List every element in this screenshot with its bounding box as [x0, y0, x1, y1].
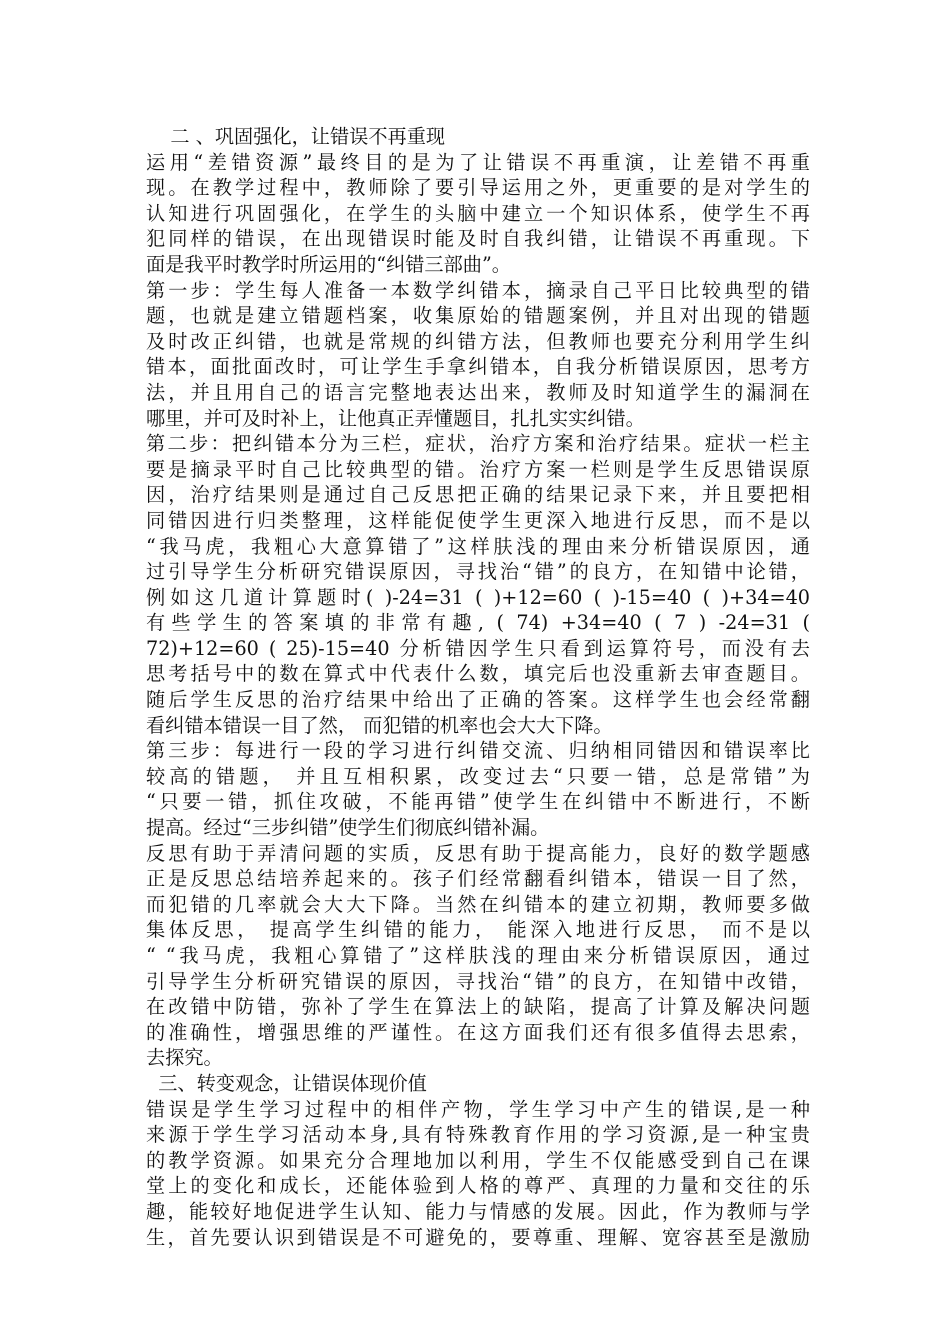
text-line: 面是我平时教学时所运用的“纠错三部曲”。 — [146, 252, 511, 276]
text-line: 同错因进行归类整理，这样能促使学生更深入地进行反思，而不是以 — [146, 508, 810, 532]
text-line: 题，也就是建立错题档案，收集原始的错题案例，并且对出现的错题 — [146, 304, 810, 328]
text-line: 引导学生分析研究错误的原因，寻找治“错”的良方，在知错中改错， — [146, 969, 810, 993]
text-line: 去探究。 — [146, 1046, 223, 1070]
text-line: 法，并且用自己的语言完整地表达出来，教师及时知道学生的漏洞在 — [146, 380, 810, 404]
text-line: 较高的错题， 并且互相积累，改变过去“只要一错，总是常错”为 — [146, 764, 810, 788]
text-line: 过引导学生分析研究错误原因，寻找治“错”的良方，在知错中论错， — [146, 560, 810, 584]
text-line: 第一步：学生每人准备一本数学纠错本，摘录自己平日比较典型的错 — [146, 278, 810, 302]
text-line: 犯同样的错误，在出现错误时能及时自我纠错，让错误不再重现。下 — [146, 227, 810, 251]
text-line: 哪里，并可及时补上，让他真正弄懂题目，扎扎实实纠错。 — [146, 406, 645, 430]
text-line: 及时改正纠错，也就是常规的纠错方法，但教师也要充分利用学生纠 — [146, 329, 810, 353]
text-line: 来源于学生学习活动本身,具有特殊教育作用的学习资源,是一种宝贵 — [146, 1123, 810, 1147]
text-line: 认知进行巩固强化，在学生的头脑中建立一个知识体系，使学生不再 — [146, 201, 810, 225]
text-line: 趣，能较好地促进学生认知、能力与情感的发展。因此，作为教师与学 — [146, 1199, 810, 1223]
text-line: 正是反思总结培养起来的。孩子们经常翻看纠错本，错误一目了然， — [146, 867, 810, 891]
text-line: 提高。经过“三步纠错”使学生们彻底纠错补漏。 — [146, 816, 550, 840]
document-body — [146, 124, 810, 1250]
text-line: 72)+12=60 ( 25)-15=40 分析错因学生只看到运算符号，而没有去 — [146, 636, 810, 660]
text-line: 三、转变观念，让错误体现价值 — [146, 1071, 427, 1095]
text-line: “ “我马虎，我粗心算错了”这样肤浅的理由来分析错误原因，通过 — [146, 944, 810, 967]
text-line: 而犯错的几率就会大大下降。当然在纠错本的建立初期，教师要多做 — [146, 892, 810, 916]
text-line: 堂上的变化和成长，还能体验到人格的尊严、真理的力量和交往的乐 — [146, 1174, 810, 1198]
text-line: 的准确性，增强思维的严谨性。在这方面我们还有很多值得去思索， — [146, 1020, 810, 1044]
text-line: 例如这几道计算题时( )-24=31 ( )+12=60 ( )-15=40 ( )+34=40 — [146, 585, 810, 609]
text-line: 运用“差错资源”最终目的是为了让错误不再重演，让差错不再重 — [146, 150, 810, 174]
text-line: 有些学生的答案填的非常有趣, ( 74) +34=40 ( 7 ) -24=31 ( — [146, 611, 810, 635]
text-line: 生，首先要认识到错误是不可避免的，要尊重、理解、宽容甚至是激励 — [146, 1225, 810, 1249]
text-line: “我马虎，我粗心大意算错了”这样肤浅的理由来分析错误原因，通 — [146, 534, 810, 558]
text-line: 要是摘录平时自己比较典型的错。治疗方案一栏则是学生反思错误原 — [146, 457, 810, 481]
text-line: 看纠错本错误一目了然， 而犯错的机率也会大大下降。 — [146, 713, 613, 737]
text-line: 思考括号中的数在算式中代表什么数，填完后也没重新去审查题目。 — [146, 662, 810, 686]
text-line: 错本，面批面改时，可让学生手拿纠错本，自我分析错误原因，思考方 — [146, 355, 810, 379]
text-line: 因，治疗结果则是通过自己反思把正确的结果记录下来，并且要把相 — [146, 483, 810, 507]
text-line: 随后学生反思的治疗结果中给出了正确的答案。这样学生也会经常翻 — [146, 688, 810, 712]
text-line: 错误是学生学习过程中的相伴产物，学生学习中产生的错误,是一种 — [146, 1097, 810, 1121]
text-line: 在改错中防错，弥补了学生在算法上的缺陷，提高了计算及解决问题 — [146, 995, 810, 1019]
text-line: 集体反思， 提高学生纠错的能力， 能深入地进行反思， 而不是以 — [146, 918, 810, 942]
text-line: 反思有助于弄清问题的实质，反思有助于提高能力，良好的数学题感 — [146, 841, 810, 865]
text-line: 现。在教学过程中，教师除了要引导运用之外，更重要的是对学生的 — [146, 176, 810, 200]
text-line: 第二步：把纠错本分为三栏，症状，治疗方案和治疗结果。症状一栏主 — [146, 432, 810, 456]
text-line: “只要一错，抓住攻破，不能再错”使学生在纠错中不断进行，不断 — [146, 790, 810, 814]
text-line: 二 、巩固强化，让错误不再重现 — [146, 125, 446, 148]
text-line: 第三步：每进行一段的学习进行纠错交流、归纳相同错因和错误率比 — [146, 739, 810, 763]
text-line: 的教学资源。如果充分合理地加以利用，学生不仅能感受到自己在课 — [146, 1148, 810, 1172]
